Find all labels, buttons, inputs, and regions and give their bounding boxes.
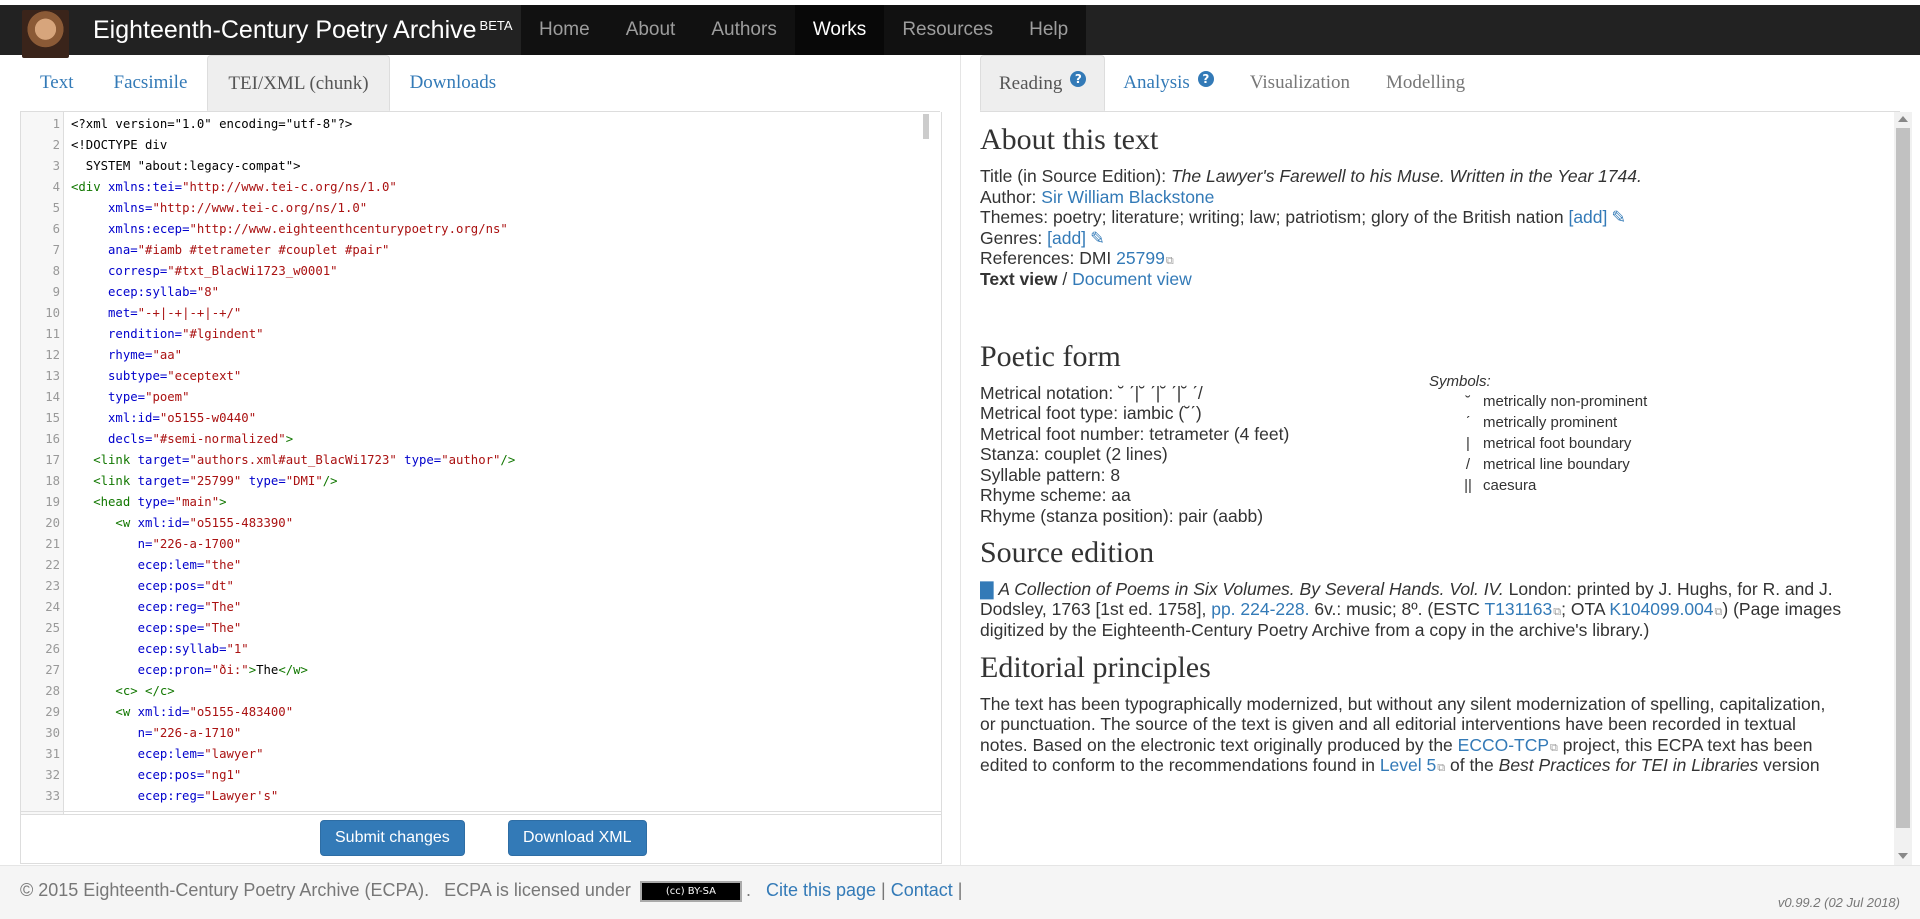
help-icon[interactable]: ? <box>1070 71 1086 87</box>
footer-text: © 2015 Eighteenth-Century Poetry Archive (ECPA). ECPA is licensed under (cc) BY-SA . Cite this page | Contact | <box>20 880 963 900</box>
code-text[interactable]: <?xml version="1.0" encoding="utf-8"?> <box>71 117 353 131</box>
tab-text[interactable]: Text <box>40 72 74 93</box>
line-number: 20 <box>45 516 60 530</box>
line-number: 21 <box>45 537 60 551</box>
editorial-text: edited to conform to the recommendations found in <box>980 755 1380 775</box>
source-line-3: digitized by the Eighteenth-Century Poetry Archive from a copy in the archive's library.) <box>980 620 1650 640</box>
line-number: 19 <box>45 495 60 509</box>
code-text[interactable]: xmlns:ecep="http://www.eighteenthcenturypoetry.org/ns" <box>108 222 508 236</box>
tab-reading-label: Reading <box>999 72 1063 94</box>
code-text[interactable]: ecep:pos="ng1" <box>137 768 242 782</box>
references-label: References: DMI <box>980 248 1117 268</box>
line-number: 29 <box>45 705 60 719</box>
main-nav <box>521 5 1086 55</box>
symbol-label: metrically prominent <box>1483 414 1618 431</box>
page-images-note: ) (Page images <box>1722 599 1842 619</box>
code-text[interactable]: ecep:reg="Lawyer's" <box>137 789 279 803</box>
reading-scrollbar[interactable] <box>1894 112 1912 865</box>
code-text[interactable]: <w xml:id="o5155-483400" <box>115 705 294 719</box>
tab-facsimile[interactable]: Facsimile <box>113 72 188 93</box>
ecco-tcp-link[interactable]: ECCO-TCP <box>1457 735 1550 755</box>
code-text[interactable]: <div xmlns:tei="http://www.tei-c.org/ns/1.0" <box>71 180 397 194</box>
poetic-form-heading: Poetic form <box>980 340 1121 373</box>
pencil-icon[interactable]: ✎ <box>1611 207 1627 227</box>
nav-resources[interactable]: Resources <box>902 19 994 40</box>
code-text[interactable]: xml:id="o5155-w0440" <box>108 411 257 425</box>
code-text[interactable]: <link target="authors.xml#aut_BlacWi1723" type="author"/> <box>93 453 516 467</box>
line-number: 9 <box>52 285 60 299</box>
symbol-glyph: ˘ <box>1465 393 1471 410</box>
line-number: 7 <box>52 243 60 257</box>
line-number: 11 <box>45 327 60 341</box>
line-number: 3 <box>52 159 60 173</box>
symbol-label: metrical line boundary <box>1483 456 1630 473</box>
code-text[interactable]: rhyme="aa" <box>108 348 183 362</box>
contact-link[interactable]: Contact <box>890 880 953 900</box>
editorial-line-1: The text has been typographically modernized, but without any silent modernization of spelling, capitalization, <box>980 694 1826 714</box>
editorial-line-2: or punctuation. The source of the text is given and all editorial interventions have been recorded in textual <box>980 714 1796 734</box>
line-number: 13 <box>45 369 60 383</box>
navbar <box>0 5 1920 55</box>
code-text[interactable]: <link target="25799" type="DMI"/> <box>93 474 338 488</box>
scroll-down-icon[interactable] <box>1898 853 1908 859</box>
nav-home[interactable]: Home <box>539 19 590 40</box>
tab-analysis-label: Analysis <box>1123 72 1190 93</box>
code-text[interactable]: decls="#semi-normalized"> <box>108 432 294 446</box>
line-number: 14 <box>45 390 60 404</box>
line-number: 27 <box>45 663 60 677</box>
source-date: Dodsley, 1763 [1st ed. 1758], <box>980 599 1212 619</box>
line-number: 22 <box>45 558 60 572</box>
code-text[interactable]: <!DOCTYPE div <box>71 138 168 152</box>
code-text[interactable]: <head type="main"> <box>93 495 227 509</box>
author-link[interactable]: Sir William Blackstone <box>1041 187 1215 207</box>
line-number: 1 <box>52 117 60 131</box>
best-practices-title: Best Practices for TEI in Libraries <box>1498 755 1759 775</box>
source-format: 6v.: music; 8º. (ESTC <box>1309 599 1485 619</box>
beta-badge: BETA <box>479 18 513 33</box>
symbol-glyph: / <box>1465 456 1471 473</box>
title-value: The Lawyer's Farewell to his Muse. Written in the Year 1744. <box>1170 166 1642 186</box>
code-text[interactable]: met="-+|-+|-+|-+/" <box>108 306 242 320</box>
code-text[interactable]: ecep:lem="lawyer" <box>137 747 264 761</box>
line-number: 2 <box>52 138 60 152</box>
line-number: 24 <box>45 600 60 614</box>
line-number: 31 <box>45 747 60 761</box>
line-number: 17 <box>45 453 60 467</box>
code-text[interactable]: <c> </c> <box>115 684 175 698</box>
view-separator: / <box>1057 269 1073 289</box>
left-tabs <box>20 55 940 112</box>
line-number: 28 <box>45 684 60 698</box>
site-brand[interactable] <box>93 16 513 45</box>
rhyme-position: Rhyme (stanza position): pair (aabb) <box>980 506 1264 526</box>
symbol-label: metrical foot boundary <box>1483 435 1632 452</box>
external-link-icon: ⧉ <box>1553 606 1562 618</box>
metrical-foot-number: Metrical foot number: tetrameter (4 feet) <box>980 424 1290 444</box>
line-number: 26 <box>45 642 60 656</box>
footer-separator: | <box>876 880 891 900</box>
themes-label: Themes: <box>980 207 1053 227</box>
xml-code-editor[interactable] <box>20 112 942 815</box>
tab-visualization[interactable]: Visualization <box>1249 72 1350 93</box>
reading-content <box>980 111 1887 865</box>
editorial-text: notes. Based on the electronic text originally produced by the <box>980 735 1458 755</box>
line-number: 8 <box>52 264 60 278</box>
code-text[interactable]: ecep:spe="The" <box>137 621 242 635</box>
nav-works[interactable]: Works <box>795 5 884 55</box>
logo-portrait[interactable] <box>22 10 69 58</box>
stanza-type: Stanza: couplet (2 lines) <box>980 444 1168 464</box>
pages-link[interactable]: pp. 224-228. <box>1211 599 1310 619</box>
help-icon[interactable]: ? <box>1198 71 1214 87</box>
site-title[interactable]: Eighteenth-Century Poetry Archive <box>93 16 477 44</box>
symbol-glyph: || <box>1464 477 1472 494</box>
tab-analysis[interactable] <box>1105 55 1232 110</box>
rhyme-scheme: Rhyme scheme: aa <box>980 485 1131 505</box>
code-text[interactable]: type="poem" <box>108 390 190 404</box>
syllable-pattern: Syllable pattern: 8 <box>980 465 1121 485</box>
line-number: 12 <box>45 348 60 362</box>
code-text[interactable]: rendition="#lgindent" <box>108 327 264 341</box>
editorial-text: version <box>1758 755 1820 775</box>
metrical-foot-type: Metrical foot type: iambic (˘ˊ) <box>980 403 1202 423</box>
genres-label: Genres: <box>980 228 1048 248</box>
right-pane <box>961 55 1920 865</box>
dmi-link[interactable]: 25799 <box>1116 248 1165 268</box>
level-5-link[interactable]: Level 5 <box>1379 755 1437 775</box>
cite-link[interactable]: Cite this page <box>765 880 877 900</box>
title-label: Title (in Source Edition): <box>980 166 1171 186</box>
nav-about[interactable]: About <box>625 19 676 40</box>
copyright-text: © 2015 Eighteenth-Century Poetry Archive (ECPA). <box>20 880 430 900</box>
external-link-icon: ⧉ <box>1714 606 1723 618</box>
symbols-title: Symbols: <box>1429 373 1491 390</box>
nav-authors[interactable]: Authors <box>711 19 777 40</box>
editorial-heading: Editorial principles <box>980 651 1211 684</box>
version-label: v0.99.2 (02 Jul 2018) <box>1777 895 1900 910</box>
themes-value: poetry; literature; writing; law; patriotism; glory of the British nation <box>1052 207 1569 227</box>
left-pane <box>0 55 960 865</box>
line-number: 16 <box>45 432 60 446</box>
code-text[interactable]: n="226-a-1700" <box>137 537 242 551</box>
symbol-label: metrically non-prominent <box>1483 393 1648 410</box>
submit-changes-button[interactable]: Submit changes <box>320 820 465 856</box>
nav-help[interactable]: Help <box>1029 19 1069 40</box>
add-theme-link[interactable]: [add] <box>1568 207 1608 227</box>
tab-reading[interactable] <box>980 55 1105 111</box>
code-text[interactable]: ecep:reg="The" <box>137 600 242 614</box>
external-link-icon: ⧉ <box>1165 255 1174 267</box>
ota-link[interactable]: K104099.004 <box>1609 599 1714 619</box>
right-tabs <box>980 55 1900 112</box>
symbol-label: caesura <box>1483 477 1537 494</box>
code-text[interactable]: ecep:lem="the" <box>137 558 242 572</box>
source-edition-heading: Source edition <box>980 536 1155 569</box>
code-text[interactable]: n="226-a-1710" <box>137 726 242 740</box>
code-text[interactable]: corresp="#txt_BlacWi1723_w0001" <box>108 264 338 278</box>
download-xml-button[interactable]: Download XML <box>508 820 647 856</box>
line-number: 18 <box>45 474 60 488</box>
symbol-glyph: | <box>1466 435 1470 452</box>
source-title: A Collection of Poems in Six Volumes. By Several Hands. Vol. IV. <box>998 579 1504 599</box>
tab-downloads[interactable]: Downloads <box>409 72 497 93</box>
text-view-label: Text view <box>980 269 1058 289</box>
about-heading: About this text <box>980 123 1159 156</box>
editorial-text: project, this ECPA text has been <box>1557 735 1813 755</box>
tab-modelling[interactable]: Modelling <box>1386 72 1466 93</box>
view-switch <box>980 267 1192 292</box>
scroll-up-icon[interactable] <box>1898 116 1908 122</box>
code-text[interactable]: ecep:pos="dt" <box>137 579 234 593</box>
line-number: 4 <box>52 180 60 194</box>
line-number: 10 <box>45 306 60 320</box>
code-text[interactable]: <w xml:id="o5155-483390" <box>115 516 294 530</box>
editor-button-bar <box>20 811 942 864</box>
line-number: 33 <box>45 789 60 803</box>
license-text: ECPA is licensed under <box>444 880 631 900</box>
external-link-icon: ⧉ <box>1550 742 1558 754</box>
code-text[interactable]: ana="#iamb #tetrameter #couplet #pair" <box>108 243 390 257</box>
book-icon: ▇ <box>980 579 994 599</box>
line-number: 15 <box>45 411 60 425</box>
editor-scrollbar[interactable] <box>923 114 929 139</box>
footer-separator: | <box>952 880 963 900</box>
pencil-icon[interactable]: ✎ <box>1090 228 1105 248</box>
line-number: 23 <box>45 579 60 593</box>
line-number: 5 <box>52 201 60 215</box>
tab-tei-xml[interactable]: TEI/XML (chunk) <box>207 55 389 111</box>
line-number: 30 <box>45 726 60 740</box>
code-text[interactable]: ecep:syllab="8" <box>108 285 220 299</box>
source-imprint: London: printed by J. Hughs, for R. and J. <box>1503 579 1833 599</box>
symbol-glyph: ˊ <box>1465 414 1471 431</box>
line-number: 6 <box>52 222 60 236</box>
estc-link[interactable]: T131163 <box>1484 599 1553 619</box>
code-text[interactable]: ecep:pron="ði:">The</w> <box>137 663 308 677</box>
scrollbar-thumb[interactable] <box>1896 128 1910 828</box>
ota-label: ; OTA <box>1561 599 1610 619</box>
line-number: 32 <box>45 768 60 782</box>
code-text[interactable]: subtype="eceptext" <box>108 369 242 383</box>
line-number: 25 <box>45 621 60 635</box>
editorial-line-4 <box>980 753 1820 781</box>
document-view-link[interactable]: Document view <box>1072 269 1192 289</box>
code-text[interactable]: ecep:syllab="1" <box>137 642 249 656</box>
code-text[interactable]: SYSTEM "about:legacy-compat"> <box>71 159 301 173</box>
external-link-icon: ⧉ <box>1437 762 1446 774</box>
author-label: Author: <box>980 187 1042 207</box>
code-text[interactable]: xmlns="http://www.tei-c.org/ns/1.0" <box>108 201 368 215</box>
add-genre-link[interactable]: [add] <box>1047 228 1087 248</box>
editorial-text: of the <box>1445 755 1499 775</box>
metrical-notation: Metrical notation: ˘ ˊ|˘ ˊ|˘ ˊ|˘ ˊ/ <box>980 383 1203 403</box>
footer <box>0 865 1920 919</box>
cc-by-sa-badge[interactable]: (cc) BY-SA <box>640 881 742 902</box>
